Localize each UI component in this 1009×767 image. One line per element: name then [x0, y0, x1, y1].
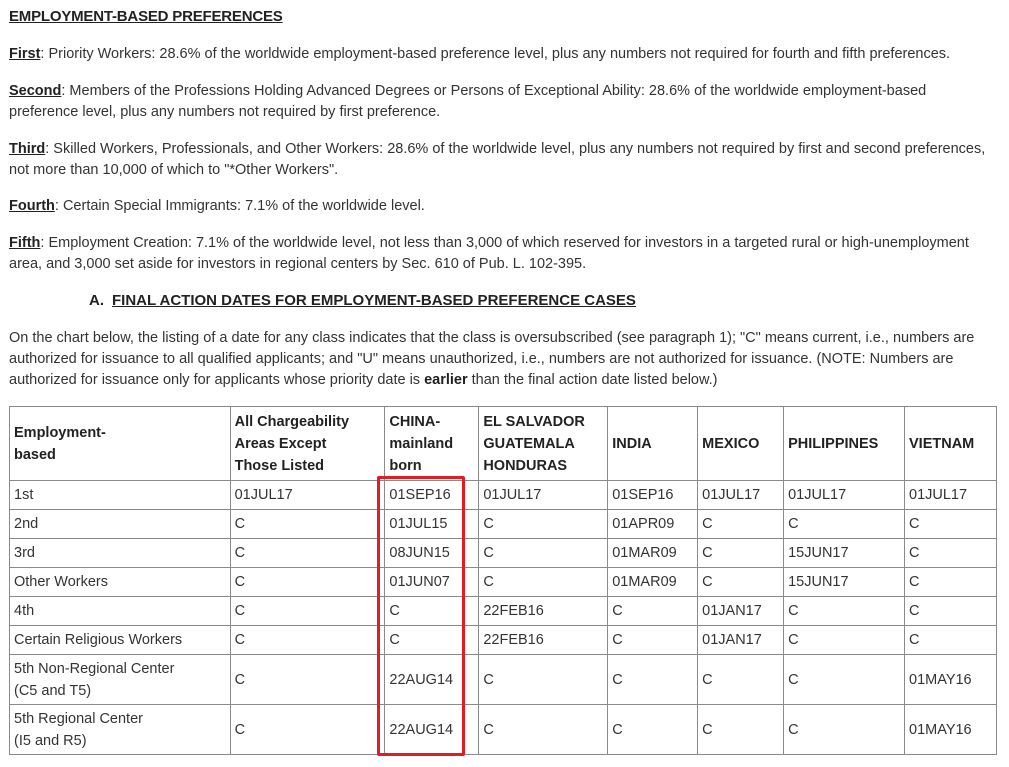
row-label-line: Certain Religious Workers [14, 632, 183, 648]
row-label [10, 510, 231, 539]
row-label [10, 568, 231, 597]
row-label [10, 655, 231, 705]
column-header [230, 407, 385, 481]
table-cell: C [230, 655, 385, 705]
section-title: FINAL ACTION DATES FOR EMPLOYMENT-BASED PREFERENCE CASES [112, 292, 636, 309]
row-label-line: Other Workers [14, 574, 109, 590]
preference-term: Fifth [9, 235, 41, 251]
table-cell: C [698, 568, 784, 597]
table-cell: 22AUG14 [385, 655, 479, 705]
chart-note [9, 328, 994, 391]
table-cell: 01JAN17 [698, 597, 784, 626]
table-cell: C [608, 597, 698, 626]
table-row [10, 705, 997, 755]
table-cell: 08JUN15 [385, 539, 479, 568]
table-cell: C [230, 539, 385, 568]
table-cell: C [784, 597, 905, 626]
table-cell: C [479, 655, 608, 705]
table-cell: C [479, 568, 608, 597]
preference-text: : Employment Creation: 7.1% of the worldwide level, not less than 3,000 of which reserved for investors in a targeted rural or high-unemployment area, and 3,000 set aside for investors in regional centers by Sec. 610 of Pub. L. 102-395. [9, 235, 969, 272]
table-cell: C [230, 597, 385, 626]
column-header-line: based [14, 446, 56, 463]
table-cell: C [905, 626, 997, 655]
column-header [10, 407, 231, 481]
table-cell: 01JUL17 [905, 481, 997, 510]
column-header-line: born [389, 457, 422, 474]
table-cell: 01MAR09 [608, 568, 698, 597]
table-cell: 01JUN07 [385, 568, 479, 597]
column-header-line: PHILIPPINES [788, 435, 879, 452]
column-header-line: Employment- [14, 424, 106, 441]
table-cell: C [608, 705, 698, 755]
header-row [10, 407, 997, 481]
table-body [10, 481, 997, 755]
row-label-line: 2nd [14, 516, 39, 532]
note-text-end: than the final action date listed below.) [467, 372, 718, 388]
table-cell: C [230, 626, 385, 655]
column-header-line: All Chargeability [234, 413, 350, 430]
row-label-line: 4th [14, 603, 35, 619]
section-letter: A. [89, 292, 104, 309]
table-cell: 22FEB16 [479, 597, 608, 626]
table-cell: 01MAY16 [905, 705, 997, 755]
table-cell: C [784, 626, 905, 655]
table-row [10, 597, 997, 626]
preference-fourth [9, 196, 994, 217]
preference-term: First [9, 46, 41, 62]
preference-text: : Priority Workers: 28.6% of the worldwide employment-based preference level, plus any numbers not required for fourth and fifth preferences. [40, 46, 951, 62]
row-label-line: 1st [14, 487, 34, 503]
table-row [10, 510, 997, 539]
column-header [479, 407, 608, 481]
preference-term: Second [9, 83, 62, 99]
table-cell: C [479, 510, 608, 539]
table-cell: 01JAN17 [698, 626, 784, 655]
table-cell: C [905, 597, 997, 626]
table-cell: C [784, 705, 905, 755]
table-cell: C [385, 626, 479, 655]
table-cell: C [479, 705, 608, 755]
column-header-line: MEXICO [702, 435, 760, 452]
preference-third [9, 139, 994, 181]
row-label-line: 5th Regional Center [14, 710, 143, 727]
row-label [10, 626, 231, 655]
column-header-line: GUATEMALA [483, 435, 575, 452]
column-header-line: CHINA- [389, 413, 441, 430]
preference-fifth [9, 233, 994, 275]
row-label [10, 705, 231, 755]
row-label-line: 5th Non-Regional Center [14, 660, 175, 677]
table-cell: C [608, 626, 698, 655]
row-label-line: 3rd [14, 545, 35, 561]
preference-second [9, 81, 994, 123]
preference-text: : Certain Special Immigrants: 7.1% of the worldwide level. [54, 198, 425, 214]
table-cell: 01JUL15 [385, 510, 479, 539]
table-row [10, 481, 997, 510]
row-label [10, 481, 231, 510]
table-cell: C [905, 510, 997, 539]
column-header [608, 407, 698, 481]
table-cell: 15JUN17 [784, 539, 905, 568]
column-header [698, 407, 784, 481]
section-heading [89, 292, 636, 309]
preference-term: Third [9, 141, 46, 157]
preference-text: : Members of the Professions Holding Advanced Degrees or Persons of Exceptional Ability: 28.6% of the worldwide employment-based preference level, plus any numbers not required by first preference. [9, 83, 927, 120]
note-text: On the chart below, the listing of a date for any class indicates that the class is oversubscribed (see paragraph 1); "C" means current, i.e., numbers are authorized for issuance to all qualified applicants; and "U" means unauthorized, i.e., numbers are not authorized for issuance. (NOTE: Numbers are authorized for issuance only for applicants whose priority date is [9, 330, 975, 388]
table-cell: 01APR09 [608, 510, 698, 539]
table-cell: 22AUG14 [385, 705, 479, 755]
preference-first [9, 44, 994, 65]
table-row [10, 655, 997, 705]
table-row [10, 568, 997, 597]
table-cell: 01SEP16 [385, 481, 479, 510]
column-header-line: EL SALVADOR [483, 413, 585, 430]
table-cell: C [905, 539, 997, 568]
table-cell: C [905, 568, 997, 597]
table-cell: C [698, 539, 784, 568]
table-cell: C [230, 705, 385, 755]
row-label-line: (I5 and R5) [14, 732, 87, 749]
table-cell: C [608, 655, 698, 705]
column-header [905, 407, 997, 481]
column-header-line: Those Listed [234, 457, 325, 474]
row-label [10, 597, 231, 626]
employment-based-heading: EMPLOYMENT-BASED PREFERENCES [9, 8, 283, 25]
preference-text: : Skilled Workers, Professionals, and Other Workers: 28.6% of the worldwide level, plus any numbers not required by first and second preferences, not more than 10,000 of which to "*Other Workers". [9, 141, 986, 178]
table-cell: 01JUL17 [479, 481, 608, 510]
column-header [385, 407, 479, 481]
preference-term: Fourth [9, 198, 55, 214]
column-header-line: Areas Except [234, 435, 327, 452]
table-cell: C [698, 705, 784, 755]
note-emphasis: earlier [424, 372, 468, 388]
row-label-line: (C5 and T5) [14, 682, 92, 699]
table-cell: C [698, 510, 784, 539]
column-header-line: mainland [389, 435, 454, 452]
table-cell: 22FEB16 [479, 626, 608, 655]
table-cell: C [698, 655, 784, 705]
table-row [10, 539, 997, 568]
table-cell: C [784, 510, 905, 539]
column-header-line: HONDURAS [483, 457, 568, 474]
table-cell: C [784, 655, 905, 705]
table-cell: 01JUL17 [230, 481, 385, 510]
table-cell: 01JUL17 [784, 481, 905, 510]
table-header [10, 407, 997, 481]
table-cell: 01MAR09 [608, 539, 698, 568]
table-cell: 01JUL17 [698, 481, 784, 510]
final-action-dates-table [9, 406, 997, 755]
table-cell: C [230, 568, 385, 597]
table-cell: C [479, 539, 608, 568]
row-label [10, 539, 231, 568]
table-cell: C [385, 597, 479, 626]
table-cell: C [230, 510, 385, 539]
table-cell: 01SEP16 [608, 481, 698, 510]
table-cell: 01MAY16 [905, 655, 997, 705]
table-row [10, 626, 997, 655]
column-header-line: INDIA [612, 435, 652, 452]
table-cell: 15JUN17 [784, 568, 905, 597]
column-header-line: VIETNAM [909, 435, 975, 452]
column-header [784, 407, 905, 481]
